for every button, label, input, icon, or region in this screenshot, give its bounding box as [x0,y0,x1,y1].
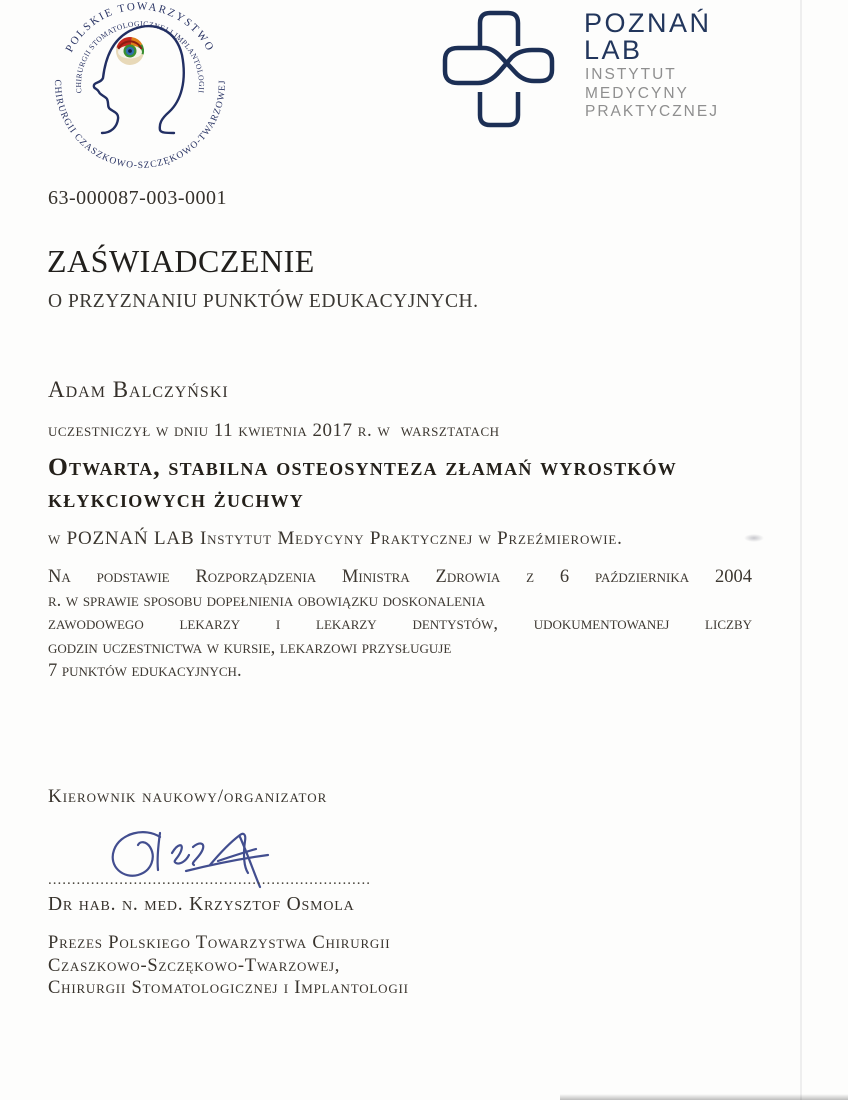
certificate-subtitle: O PRZYZNANIU PUNKTÓW EDUKACYJNYCH. [48,291,479,312]
scan-artifact-bottom-shadow [560,1094,848,1100]
poznan-lab-name-line1: POZNAŃ [584,8,712,38]
eye-emblem-icon [116,37,144,65]
scan-artifact-vertical-line [800,0,802,1100]
poznan-lab-subtitle [585,66,719,122]
seal-arc-inner-text: CHIRURGII STOMATOLOGICZNEJ I IMPLANTOLOGII [73,19,207,94]
certificate-title: ZAŚWIADCZENIE [47,243,315,279]
legal-line: godzin uczestnictwa w kursie, lekarzowi przysługuje [48,637,452,658]
seal-arc-bottom-text: CHIRURGII CZASZKOWO-SZCZĘKOWO-TWARZOWEJ [51,79,229,172]
seal-arc-top-text: POLSKIE TOWARZYSTWO [63,0,217,55]
legal-line: r. w sprawie sposobu dopełnienia obowiązku doskonalenia [48,590,486,611]
poznan-lab-name-line2: LAB [584,35,643,65]
poznan-lab-wordmark [584,10,712,64]
recipient-name: Adam Balczyński [48,377,229,402]
workshop-title-line2: kłykciowych żuchwy [48,484,304,513]
poznan-lab-subtitle-line2: MEDYCYNY [585,84,689,102]
participation-line: uczestniczył w dniu 11 kwietnia 2017 r. w warsztatach [48,420,500,441]
society-seal-logo [43,0,243,172]
signer-name: Dr hab. n. med. Krzysztof Osmola [48,894,355,915]
legal-line: zawodowego lekarzy i lekarzy dentystów, udokumentowanej liczby [48,614,752,635]
poznan-lab-subtitle-line1: INSTYTUT [585,66,677,83]
poznan-lab-cross-icon [440,8,558,130]
signer-title-line: Czaszkowo-Szczękowo-Twarzowej, [48,955,341,976]
signer-role-line: Kierownik naukowy/organizator [48,786,328,807]
legal-paragraph [48,566,752,684]
poznan-lab-subtitle-line3: PRAKTYCZNEJ [585,103,719,120]
signature-dotted-line: .................................................................... [48,872,371,888]
signer-title-line: Prezes Polskiego Towarzystwa Chirurgii [48,933,391,953]
scan-artifact-smudge [744,534,764,542]
certificate-number: 63-000087-003-0001 [48,187,227,209]
legal-line: 7 punktów edukacyjnych. [48,661,242,682]
signer-title-line: Chirurgii Stomatologicznej i Implantologii [48,978,409,998]
venue-line: w POZNAŃ LAB Instytut Medycyny Praktycznej w Przeźmierowie. [48,528,623,549]
signer-titles [48,932,409,1000]
legal-line: Na podstawie Rozporządzenia Ministra Zdrowia z 6 października 2004 [48,567,752,587]
workshop-title-line1: Otwarta, stabilna osteosynteza złamań wyrostków [48,452,677,481]
